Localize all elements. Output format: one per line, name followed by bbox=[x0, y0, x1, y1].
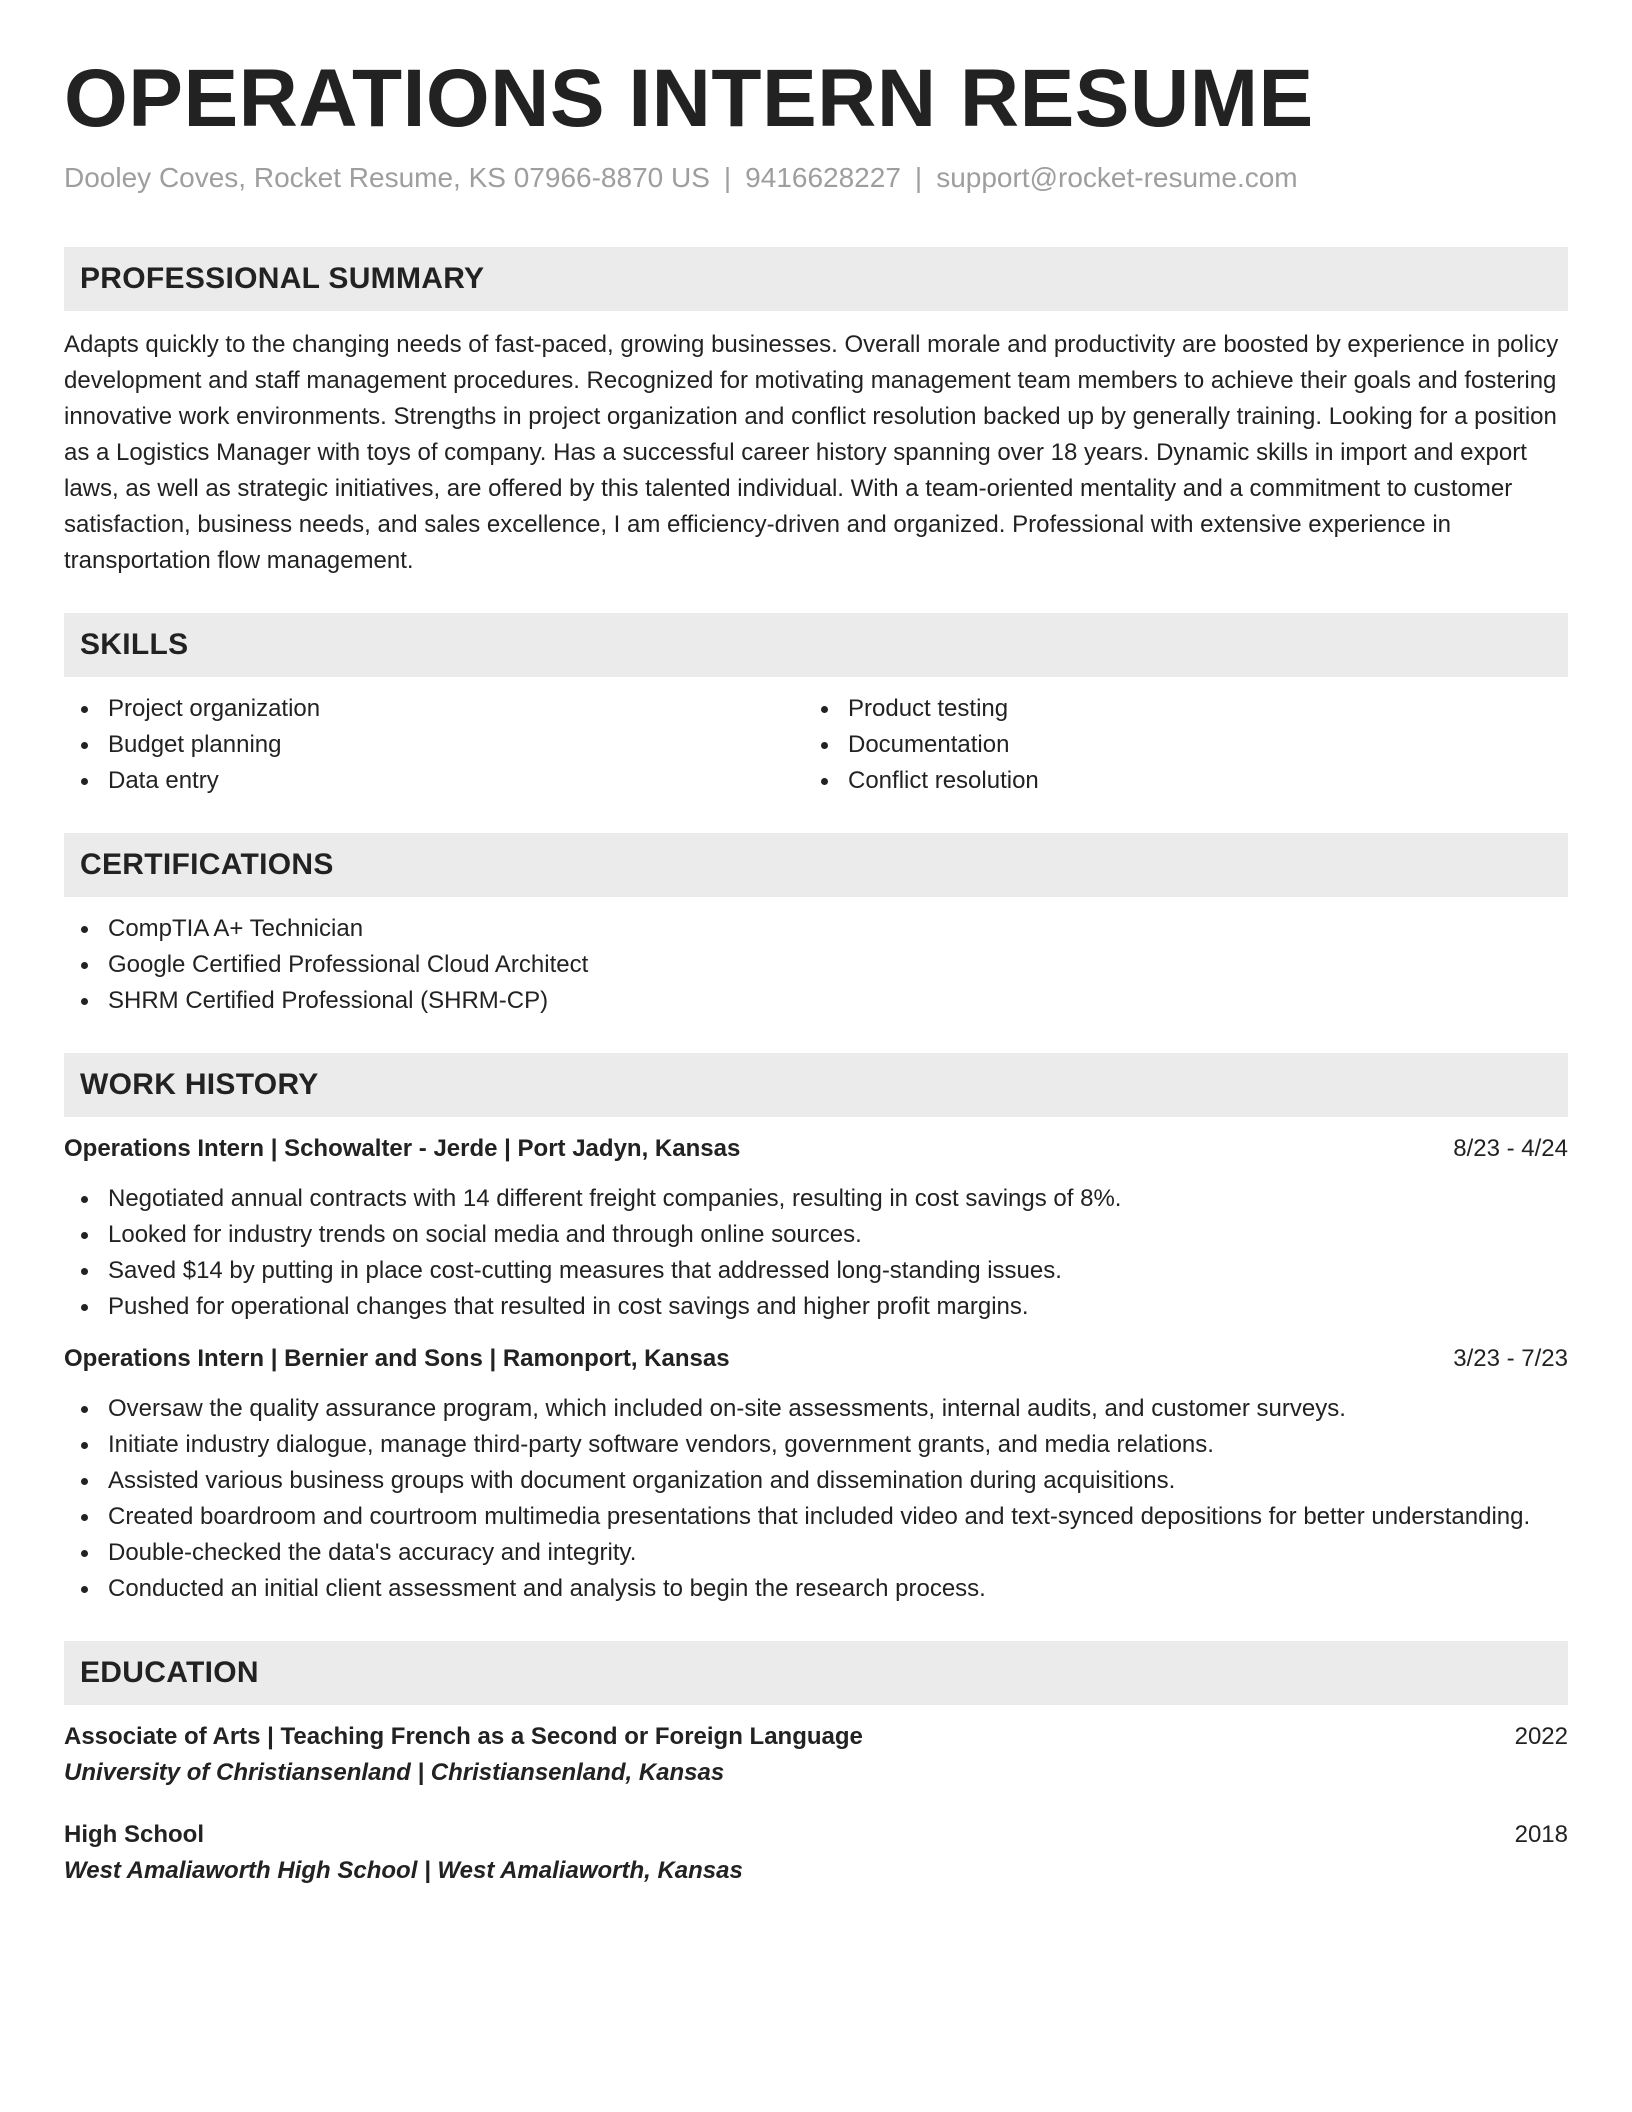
job-entry bbox=[64, 1135, 1568, 1325]
section-header-summary bbox=[64, 247, 1568, 311]
education-year: 2018 bbox=[1514, 1820, 1568, 1848]
section-header-certifications bbox=[64, 833, 1568, 897]
job-bullet: Double-checked the data's accuracy and integrity. bbox=[108, 1535, 1568, 1571]
job-bullet: Looked for industry trends on social media and through online sources. bbox=[108, 1217, 1568, 1253]
skill-item: Data entry bbox=[108, 763, 804, 799]
contact-address: Dooley Coves, Rocket Resume, KS 07966-8870 US bbox=[64, 162, 710, 194]
job-bullets bbox=[64, 1391, 1568, 1607]
education-header bbox=[64, 1821, 1568, 1849]
job-bullets bbox=[64, 1181, 1568, 1325]
job-title: Operations Intern | Bernier and Sons | Ramonport, Kansas bbox=[64, 1344, 730, 1372]
job-bullet: Assisted various business groups with document organization and dissemination during acquisitions. bbox=[108, 1463, 1568, 1499]
section-title-skills: SKILLS bbox=[80, 627, 189, 661]
job-entry bbox=[64, 1345, 1568, 1607]
job-bullet: Saved $14 by putting in place cost-cutting measures that addressed long-standing issues. bbox=[108, 1253, 1568, 1289]
section-title-work-history: WORK HISTORY bbox=[80, 1067, 319, 1101]
summary-text: Adapts quickly to the changing needs of fast-paced, growing businesses. Overall morale and productivity are boosted by experience in policy development and staff management procedures. Recognized for motivating management team members to achieve their goals and fostering innovative work environments. Strengths in project organization and conflict resolution backed up by generally training. Looking for a position as a Logistics Manager with toys of company. Has a successful career history spanning over 18 years. Dynamic skills in import and export laws, as well as strategic initiatives, are offered by this talented individual. With a team-oriented mentality and a commitment to customer satisfaction, business needs, and sales excellence, I am efficiency-driven and organized. Professional with extensive experience in transportation flow management. bbox=[64, 330, 1559, 574]
education-entry bbox=[64, 1821, 1568, 1885]
section-title-certifications: CERTIFICATIONS bbox=[80, 847, 334, 881]
job-bullet: Negotiated annual contracts with 14 different freight companies, resulting in cost savings of 8%. bbox=[108, 1181, 1568, 1217]
skills-grid bbox=[64, 677, 1568, 799]
skill-item: Documentation bbox=[848, 727, 1544, 763]
skills-list-left bbox=[64, 691, 804, 799]
job-header bbox=[64, 1345, 1568, 1373]
section-title-education: EDUCATION bbox=[80, 1655, 259, 1689]
job-title: Operations Intern | Schowalter - Jerde | Port Jadyn, Kansas bbox=[64, 1134, 741, 1162]
contact-separator: | bbox=[914, 162, 923, 194]
contact-email: support@rocket-resume.com bbox=[936, 162, 1298, 194]
education-header bbox=[64, 1723, 1568, 1751]
section-header-skills bbox=[64, 613, 1568, 677]
skill-item: Budget planning bbox=[108, 727, 804, 763]
job-bullet: Created boardroom and courtroom multimedia presentations that included video and text-synced depositions for better understanding. bbox=[108, 1499, 1568, 1535]
skill-item: Product testing bbox=[848, 691, 1544, 727]
certification-item: CompTIA A+ Technician bbox=[108, 911, 1568, 947]
certification-item: Google Certified Professional Cloud Architect bbox=[108, 947, 1568, 983]
education-year: 2022 bbox=[1514, 1722, 1568, 1750]
job-dates: 3/23 - 7/23 bbox=[1453, 1344, 1568, 1372]
job-header bbox=[64, 1135, 1568, 1163]
education-school: University of Christiansenland | Christiansenland, Kansas bbox=[64, 1758, 725, 1786]
education-degree: High School bbox=[64, 1820, 204, 1848]
job-bullet: Initiate industry dialogue, manage third-party software vendors, government grants, and media relations. bbox=[108, 1427, 1568, 1463]
skill-item: Project organization bbox=[108, 691, 804, 727]
certifications-list bbox=[64, 911, 1568, 1019]
job-bullet: Oversaw the quality assurance program, which included on-site assessments, internal audits, and customer surveys. bbox=[108, 1391, 1568, 1427]
skills-list-right bbox=[804, 691, 1544, 799]
job-bullet: Conducted an initial client assessment and analysis to begin the research process. bbox=[108, 1571, 1568, 1607]
skill-item: Conflict resolution bbox=[848, 763, 1544, 799]
education-entry bbox=[64, 1723, 1568, 1787]
contact-phone: 9416628227 bbox=[745, 162, 901, 194]
contact-separator: | bbox=[723, 162, 732, 194]
resume-title: OPERATIONS INTERN RESUME bbox=[64, 53, 1314, 144]
education-degree: Associate of Arts | Teaching French as a Second or Foreign Language bbox=[64, 1722, 863, 1750]
section-header-education bbox=[64, 1641, 1568, 1705]
job-bullet: Pushed for operational changes that resulted in cost savings and higher profit margins. bbox=[108, 1289, 1568, 1325]
section-header-work-history bbox=[64, 1053, 1568, 1117]
contact-line bbox=[64, 160, 1568, 196]
certification-item: SHRM Certified Professional (SHRM-CP) bbox=[108, 983, 1568, 1019]
education-school: West Amaliaworth High School | West Amaliaworth, Kansas bbox=[64, 1856, 743, 1884]
job-dates: 8/23 - 4/24 bbox=[1453, 1134, 1568, 1162]
section-title-summary: PROFESSIONAL SUMMARY bbox=[80, 261, 485, 295]
